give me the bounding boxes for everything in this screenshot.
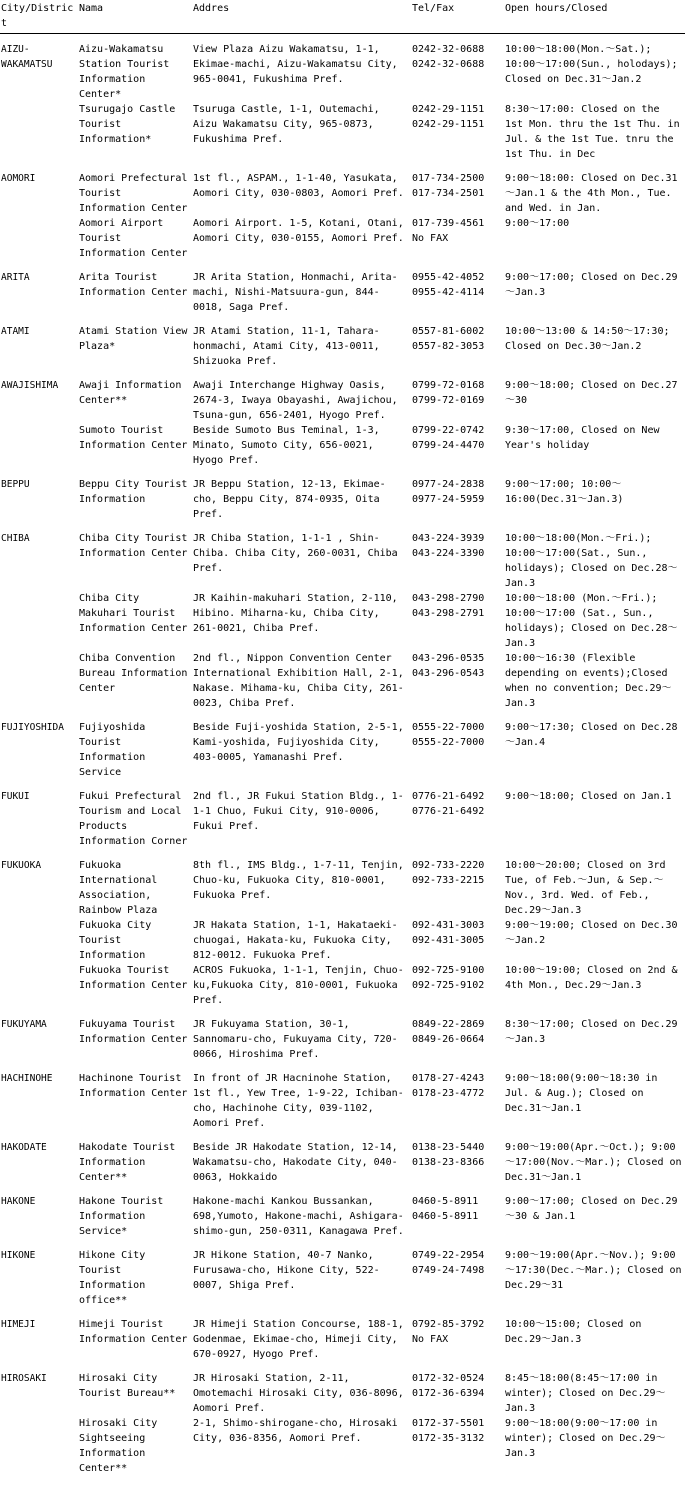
tel-number: 0242-29-1151 xyxy=(412,102,502,117)
header-tel: Tel/Fax xyxy=(411,0,504,34)
name-cell: Fukuyama Tourist Information Center xyxy=(78,1017,192,1071)
fax-number: 043-298-2791 xyxy=(412,606,502,621)
tel-fax-cell xyxy=(411,1317,504,1371)
tel-fax-cell xyxy=(411,378,504,423)
tel-fax-cell xyxy=(411,1194,504,1248)
hours-cell: 10:00～16:30 (Flexible depending on events);Closed when no convention; Dec.29～Jan.3 xyxy=(504,651,685,720)
fax-number: 0172-36-6394 xyxy=(412,1386,502,1401)
city-cell: CHIBA xyxy=(0,531,78,591)
city-cell: HIMEJI xyxy=(0,1317,78,1371)
header-name: Nama xyxy=(78,0,192,34)
fax-number: 092-733-2215 xyxy=(412,873,502,888)
tel-fax-cell xyxy=(411,591,504,651)
address-cell: JR Hikone Station, 40-7 Nanko, Furusawa-cho, Hikone City, 522-0007, Shiga Pref. xyxy=(192,1248,411,1317)
fax-number: 0242-32-0688 xyxy=(412,57,502,72)
hours-cell: 10:00～19:00; Closed on 2nd & 4th Mon., Dec.29～Jan.3 xyxy=(504,963,685,1017)
hours-cell: 10:00～18:00(Mon.～Sat.); 10:00～17:00(Sun., holodays); Closed on Dec.31～Jan.2 xyxy=(504,34,685,103)
hours-cell: 9:00～18:00: Closed on Dec.31～Jan.1 & the 4th Mon., Tue. and Wed. in Jan. xyxy=(504,171,685,216)
address-cell: Hakone-machi Kankou Bussankan, 698,Yumoto, Hakone-machi, Ashigara-shimo-gun, 250-0311, Kanagawa Pref. xyxy=(192,1194,411,1248)
hours-cell: 9:30～17:00, Closed on New Year's holiday xyxy=(504,423,685,477)
name-cell: Fukuoka City Tourist Information xyxy=(78,918,192,963)
address-cell: JR Himeji Station Concourse, 188-1, Godenmae, Ekimae-cho, Himeji City, 670-0927, Hyogo Pref. xyxy=(192,1317,411,1371)
fax-number: 0799-24-4470 xyxy=(412,438,502,453)
table-row xyxy=(0,651,685,720)
city-cell xyxy=(0,423,78,477)
header-hours: Open hours/Closed xyxy=(504,0,685,34)
city-cell: ARITA xyxy=(0,270,78,324)
name-cell: Sumoto Tourist Information Center xyxy=(78,423,192,477)
address-cell: 2nd fl., JR Fukui Station Bldg., 1-1-1 Chuo, Fukui City, 910-0006, Fukui Pref. xyxy=(192,789,411,858)
address-cell: JR Beppu Station, 12-13, Ekimae-cho, Beppu City, 874-0935, Oita Pref. xyxy=(192,477,411,531)
tel-number: 0172-32-0524 xyxy=(412,1371,502,1386)
tel-fax-cell xyxy=(411,102,504,171)
table-row xyxy=(0,1071,685,1140)
name-cell: Chiba City Makuhari Tourist Information Center xyxy=(78,591,192,651)
tel-number: 0178-27-4243 xyxy=(412,1071,502,1086)
table-row xyxy=(0,1416,685,1485)
hours-cell: 10:00～20:00; Closed on 3rd Tue, of Feb.～Jun, & Sep.～Nov., 3rd. Wed. of Feb., Dec.29～Jan.3 xyxy=(504,858,685,918)
hours-cell: 9:00～18:00; Closed on Jan.1 xyxy=(504,789,685,858)
name-cell: Hakone Tourist Information Service* xyxy=(78,1194,192,1248)
table-row xyxy=(0,591,685,651)
tel-fax-cell xyxy=(411,171,504,216)
tel-fax-cell xyxy=(411,963,504,1017)
hours-cell: 9:00～18:00(9:00～17:00 in winter); Closed on Dec.29～Jan.3 xyxy=(504,1416,685,1485)
tel-number: 0557-81-6002 xyxy=(412,324,502,339)
name-cell: Hirosaki City Tourist Bureau** xyxy=(78,1371,192,1416)
fax-number: 0955-42-4114 xyxy=(412,285,502,300)
fax-number: 0460-5-8911 xyxy=(412,1209,502,1224)
address-cell: Beside Fuji-yoshida Station, 2-5-1, Kami-yoshida, Fujiyoshida City, 403-0005, Yamanashi Pref. xyxy=(192,720,411,789)
city-cell: HIKONE xyxy=(0,1248,78,1317)
tel-number: 0799-72-0168 xyxy=(412,378,502,393)
tel-fax-cell xyxy=(411,1248,504,1317)
table-row xyxy=(0,171,685,216)
table-row xyxy=(0,858,685,918)
address-cell: 1st fl., ASPAM., 1-1-40, Yasukata, Aomori City, 030-0803, Aomori Pref. xyxy=(192,171,411,216)
fax-number: No FAX xyxy=(412,1332,502,1347)
fax-number: 0242-29-1151 xyxy=(412,117,502,132)
fax-number: 0749-24-7498 xyxy=(412,1263,502,1278)
tel-fax-cell xyxy=(411,324,504,378)
name-cell: Fukuoka Tourist Information Center xyxy=(78,963,192,1017)
tel-number: 0172-37-5501 xyxy=(412,1416,502,1431)
hours-cell: 9:00～17:30; Closed on Dec.28～Jan.4 xyxy=(504,720,685,789)
name-cell: Fukui Prefectural Tourism and Local Products Information Corner xyxy=(78,789,192,858)
table-row xyxy=(0,1140,685,1194)
fax-number: 0555-22-7000 xyxy=(412,735,502,750)
tel-fax-cell xyxy=(411,270,504,324)
address-cell: Tsuruga Castle, 1-1, Outemachi, Aizu Wakamatsu City, 965-0873, Fukushima Pref. xyxy=(192,102,411,171)
name-cell: Chiba Convention Bureau Information Center xyxy=(78,651,192,720)
address-cell: 8th fl., IMS Bldg., 1-7-11, Tenjin, Chuo-ku, Fukuoka City, 810-0001, Fukuoka Pref. xyxy=(192,858,411,918)
fax-number: 0557-82-3053 xyxy=(412,339,502,354)
city-cell xyxy=(0,651,78,720)
tel-number: 0749-22-2954 xyxy=(412,1248,502,1263)
city-cell: BEPPU xyxy=(0,477,78,531)
table-row xyxy=(0,1317,685,1371)
name-cell: Hakodate Tourist Information Center** xyxy=(78,1140,192,1194)
name-cell: Hachinone Tourist Information Center xyxy=(78,1071,192,1140)
address-cell: JR Fukuyama Station, 30-1, Sannomaru-cho, Fukuyama City, 720-0066, Hiroshima Pref. xyxy=(192,1017,411,1071)
address-cell: Beside JR Hakodate Station, 12-14, Wakamatsu-cho, Hakodate City, 040-0063, Hokkaido xyxy=(192,1140,411,1194)
table-row xyxy=(0,963,685,1017)
tel-fax-cell xyxy=(411,531,504,591)
address-cell: JR Hakata Station, 1-1, Hakataeki-chuogai, Hakata-ku, Fukuoka City, 812-0012. Fukuoka Pref. xyxy=(192,918,411,963)
tel-number: 0799-22-0742 xyxy=(412,423,502,438)
hours-cell: 9:00～19:00(Apr.～Nov.); 9:00～17:30(Dec.～Mar.); Closed on Dec.29～31 xyxy=(504,1248,685,1317)
table-row xyxy=(0,378,685,423)
city-cell: HIROSAKI xyxy=(0,1371,78,1416)
address-cell: JR Hirosaki Station, 2-11, Omotemachi Hirosaki City, 036-8096, Aomori Pref. xyxy=(192,1371,411,1416)
hours-cell: 8:30～17:00: Closed on the 1st Mon. thru the 1st Thu. in Jul. & the 1st Tue. tnru the 1st Thu. in Dec xyxy=(504,102,685,171)
tel-fax-cell xyxy=(411,216,504,270)
city-cell: FUKUYAMA xyxy=(0,1017,78,1071)
tel-number: 0460-5-8911 xyxy=(412,1194,502,1209)
fax-number: No FAX xyxy=(412,231,502,246)
tel-fax-cell xyxy=(411,34,504,103)
fax-number: 0178-23-4772 xyxy=(412,1086,502,1101)
fax-number: 0849-26-0664 xyxy=(412,1032,502,1047)
tel-number: 0555-22-7000 xyxy=(412,720,502,735)
name-cell: Aizu-Wakamatsu Station Tourist Information Center* xyxy=(78,34,192,103)
name-cell: Awaji Information Center** xyxy=(78,378,192,423)
tel-fax-cell xyxy=(411,918,504,963)
tel-number: 092-431-3003 xyxy=(412,918,502,933)
tel-number: 0792-85-3792 xyxy=(412,1317,502,1332)
fax-number: 043-296-0543 xyxy=(412,666,502,681)
hours-cell: 9:00～17:00; Closed on Dec.29～30 & Jan.1 xyxy=(504,1194,685,1248)
tel-number: 0776-21-6492 xyxy=(412,789,502,804)
table-row xyxy=(0,789,685,858)
tel-fax-cell xyxy=(411,1416,504,1485)
hours-cell: 9:00～19:00; Closed on Dec.30～Jan.2 xyxy=(504,918,685,963)
table-row xyxy=(0,34,685,103)
hours-cell: 8:30～17:00; Closed on Dec.29～Jan.3 xyxy=(504,1017,685,1071)
city-cell: AIZU-WAKAMATSU xyxy=(0,34,78,103)
tel-fax-cell xyxy=(411,1371,504,1416)
table-row xyxy=(0,1017,685,1071)
hours-cell: 10:00～18:00(Mon.～Fri.); 10:00～17:00(Sat., Sun., holidays); Closed on Dec.28～Jan.3 xyxy=(504,531,685,591)
name-cell: Beppu City Tourist Information xyxy=(78,477,192,531)
table-row xyxy=(0,477,685,531)
tel-fax-cell xyxy=(411,789,504,858)
address-cell: View Plaza Aizu Wakamatsu, 1-1, Ekimae-machi, Aizu-Wakamatsu City, 965-0041, Fukushima Pref. xyxy=(192,34,411,103)
name-cell: Arita Tourist Information Center xyxy=(78,270,192,324)
header-row xyxy=(0,0,685,34)
city-cell: HACHINOHE xyxy=(0,1071,78,1140)
hours-cell: 9:00～18:00(9:00～18:30 in Jul. & Aug.); Closed on Dec.31～Jan.1 xyxy=(504,1071,685,1140)
tel-number: 0242-32-0688 xyxy=(412,42,502,57)
tel-number: 092-733-2220 xyxy=(412,858,502,873)
address-cell: JR Atami Station, 11-1, Tahara-honmachi, Atami City, 413-0011, Shizuoka Pref. xyxy=(192,324,411,378)
fax-number: 0172-35-3132 xyxy=(412,1431,502,1446)
tel-fax-cell xyxy=(411,1140,504,1194)
table-body xyxy=(0,34,685,1485)
name-cell: Chiba City Tourist Information Center xyxy=(78,531,192,591)
table-row xyxy=(0,1194,685,1248)
tel-number: 017-734-2500 xyxy=(412,171,502,186)
city-cell: AOMORI xyxy=(0,171,78,216)
table-row xyxy=(0,531,685,591)
tel-number: 0138-23-5440 xyxy=(412,1140,502,1155)
hours-cell: 10:00～18:00 (Mon.～Fri.); 10:00～17:00 (Sat., Sun., holidays); Closed on Dec.28～Jan.3 xyxy=(504,591,685,651)
tel-number: 0977-24-2838 xyxy=(412,477,502,492)
fax-number: 0138-23-8366 xyxy=(412,1155,502,1170)
address-cell: 2-1, Shimo-shirogane-cho, Hirosaki City, 036-8356, Aomori Pref. xyxy=(192,1416,411,1485)
table-row xyxy=(0,102,685,171)
city-cell: FUJIYOSHIDA xyxy=(0,720,78,789)
tel-fax-cell xyxy=(411,1017,504,1071)
city-cell xyxy=(0,918,78,963)
tel-number: 017-739-4561 xyxy=(412,216,502,231)
name-cell: Himeji Tourist Information Center xyxy=(78,1317,192,1371)
fax-number: 0977-24-5959 xyxy=(412,492,502,507)
address-cell: Awaji Interchange Highway Oasis, 2674-3, Iwaya Obayashi, Awajichou, Tsuna-gun, 656-2401, Hyogo Pref. xyxy=(192,378,411,423)
city-cell: FUKUI xyxy=(0,789,78,858)
address-cell: Aomori Airport. 1-5, Kotani, Otani, Aomori City, 030-0155, Aomori Pref. xyxy=(192,216,411,270)
tel-number: 0955-42-4052 xyxy=(412,270,502,285)
table-row xyxy=(0,720,685,789)
tel-fax-cell xyxy=(411,858,504,918)
fax-number: 092-431-3005 xyxy=(412,933,502,948)
address-cell: Beside Sumoto Bus Teminal, 1-3, Minato, Sumoto City, 656-0021, Hyogo Pref. xyxy=(192,423,411,477)
tel-number: 092-725-9100 xyxy=(412,963,502,978)
hours-cell: 10:00～15:00; Closed on Dec.29～Jan.3 xyxy=(504,1317,685,1371)
hours-cell: 9:00～17:00 xyxy=(504,216,685,270)
tel-number: 043-224-3939 xyxy=(412,531,502,546)
city-cell: AWAJISHIMA xyxy=(0,378,78,423)
address-cell: JR Kaihin-makuhari Station, 2-110, Hibino. Miharna-ku, Chiba City, 261-0021, Chiba Pref. xyxy=(192,591,411,651)
city-cell xyxy=(0,102,78,171)
tel-number: 0849-22-2869 xyxy=(412,1017,502,1032)
table-row xyxy=(0,324,685,378)
fax-number: 043-224-3390 xyxy=(412,546,502,561)
city-cell: HAKONE xyxy=(0,1194,78,1248)
name-cell: Hirosaki City Sightseeing Information Center** xyxy=(78,1416,192,1485)
city-cell xyxy=(0,1416,78,1485)
address-cell: JR Chiba Station, 1-1-1 , Shin-Chiba. Chiba City, 260-0031, Chiba Pref. xyxy=(192,531,411,591)
name-cell: Fujiyoshida Tourist Information Service xyxy=(78,720,192,789)
tel-fax-cell xyxy=(411,651,504,720)
tel-fax-cell xyxy=(411,720,504,789)
city-cell: FUKUOKA xyxy=(0,858,78,918)
address-cell: In front of JR Hacninohe Station, 1st fl., Yew Tree, 1-9-22, Ichiban-cho, Hachinohe City, 039-1102, Aomori Pref. xyxy=(192,1071,411,1140)
tel-fax-cell xyxy=(411,423,504,477)
address-cell: 2nd fl., Nippon Convention Center International Exhibition Hall, 2-1, Nakase. Mihama-ku, Chiba City, 261-0023, Chiba Pref. xyxy=(192,651,411,720)
fax-number: 017-734-2501 xyxy=(412,186,502,201)
fax-number: 0799-72-0169 xyxy=(412,393,502,408)
name-cell: Aomori Prefectural Tourist Information Center xyxy=(78,171,192,216)
name-cell: Hikone City Tourist Information office** xyxy=(78,1248,192,1317)
table-row xyxy=(0,423,685,477)
header-city: City/District xyxy=(0,0,78,34)
name-cell: Atami Station View Plaza* xyxy=(78,324,192,378)
address-cell: ACROS Fukuoka, 1-1-1, Tenjin, Chuo-ku,Fukuoka City, 810-0001, Fukuoka Pref. xyxy=(192,963,411,1017)
table-row xyxy=(0,270,685,324)
city-cell: ATAMI xyxy=(0,324,78,378)
hours-cell: 9:00～18:00; Closed on Dec.27～30 xyxy=(504,378,685,423)
name-cell: Fukuoka International Association, Rainbow Plaza xyxy=(78,858,192,918)
tel-number: 043-298-2790 xyxy=(412,591,502,606)
hours-cell: 9:00～17:00; Closed on Dec.29～Jan.3 xyxy=(504,270,685,324)
hours-cell: 9:00～19:00(Apr.～Oct.); 9:00～17:00(Nov.～Mar.); Closed on Dec.31～Jan.1 xyxy=(504,1140,685,1194)
hours-cell: 8:45～18:00(8:45～17:00 in winter); Closed on Dec.29～Jan.3 xyxy=(504,1371,685,1416)
table-row xyxy=(0,216,685,270)
fax-number: 0776-21-6492 xyxy=(412,804,502,819)
address-cell: JR Arita Station, Honmachi, Arita-machi, Nishi-Matsuura-gun, 844-0018, Saga Pref. xyxy=(192,270,411,324)
name-cell: Tsurugajo Castle Tourist Information* xyxy=(78,102,192,171)
header-address: Addres xyxy=(192,0,411,34)
tel-fax-cell xyxy=(411,477,504,531)
table-row xyxy=(0,1248,685,1317)
city-cell: HAKODATE xyxy=(0,1140,78,1194)
hours-cell: 10:00～13:00 & 14:50～17:30; Closed on Dec.30～Jan.2 xyxy=(504,324,685,378)
city-cell xyxy=(0,216,78,270)
hours-cell: 9:00～17:00; 10:00～16:00(Dec.31～Jan.3) xyxy=(504,477,685,531)
tel-fax-cell xyxy=(411,1071,504,1140)
tel-number: 043-296-0535 xyxy=(412,651,502,666)
name-cell: Aomori Airport Tourist Information Center xyxy=(78,216,192,270)
fax-number: 092-725-9102 xyxy=(412,978,502,993)
city-cell xyxy=(0,591,78,651)
city-cell xyxy=(0,963,78,1017)
table-row xyxy=(0,1371,685,1416)
table-row xyxy=(0,918,685,963)
